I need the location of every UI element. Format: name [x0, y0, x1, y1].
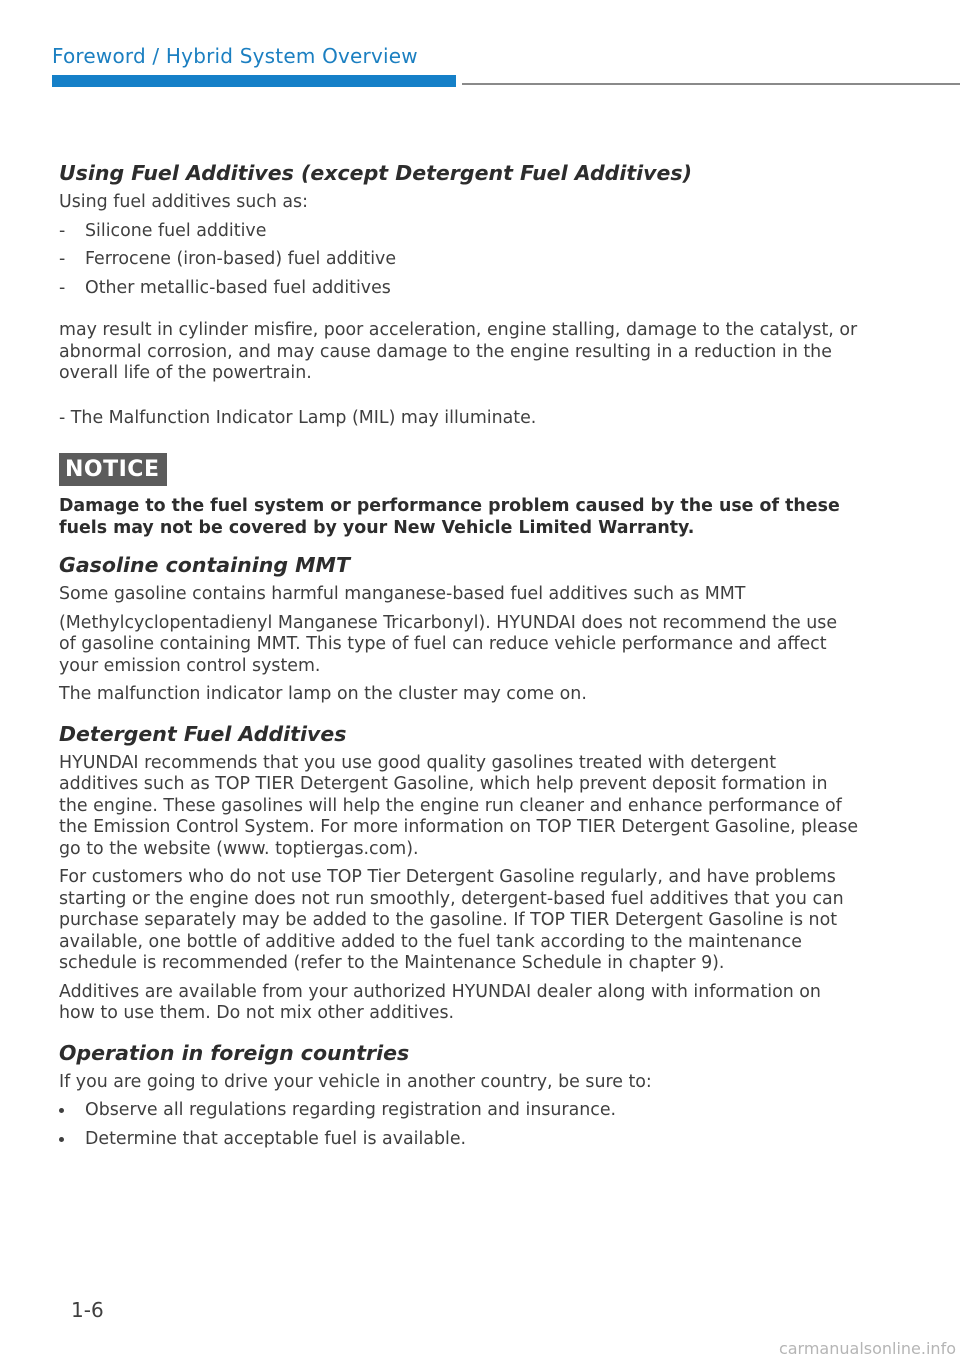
detergent-paragraph-3: Additives are available from your authorized HYUNDAI dealer along with information on how to use them. Do not mix other additives.	[59, 981, 821, 1023]
detergent-paragraph-2: For customers who do not use TOP Tier Detergent Gasoline regularly, and have problems starting or the engine does not run smoothly, detergent-based fuel additives that you can purchase separately may be added to the gasoline. If TOP TIER Detergent Gasoline is not available, one bottle of additive added to the fuel tank according to the maintenance schedule is recommended (refer to the Maintenance Schedule in chapter 9).	[59, 867, 844, 973]
fuel-additives-intro: Using fuel additives such as:	[59, 192, 308, 212]
page-content	[59, 160, 859, 1150]
bullet-icon	[59, 1108, 64, 1113]
list-item: - Other metallic-based fuel additives	[59, 277, 391, 298]
list-item: - Silicone fuel additive	[59, 220, 267, 241]
detergent-paragraph-1: HYUNDAI recommends that you use good quality gasolines treated with detergent additives such as TOP TIER Detergent Gasoline, which help prevent deposit formation in the engine. These gasolines will help the engine run cleaner and enhance performance of the Emission Control System. For more information on TOP TIER Detergent Gasoline, please go to the website (www. toptiergas.com).	[59, 752, 859, 859]
notice-text: Damage to the fuel system or performance problem caused by the use of these fuels may not be covered by your New Vehicle Limited Warranty.	[59, 496, 840, 538]
page-header-title: Foreword / Hybrid System Overview	[52, 44, 418, 68]
fuel-additives-result: may result in cylinder misfire, poor acceleration, engine stalling, damage to the catalyst, or abnormal corrosion, and may cause damage to the engine resulting in a reduction in the overall life of the powertrain.	[59, 320, 858, 383]
mmt-paragraph-2: (Methylcyclopentadienyl Manganese Tricarbonyl). HYUNDAI does not recommend the use of gasoline containing MMT. This type of fuel can reduce vehicle performance and affect your emission control system.	[59, 612, 838, 676]
section-heading-mmt: Gasoline containing MMT	[59, 553, 350, 577]
mil-note: - The Malfunction Indicator Lamp (MIL) may illuminate.	[59, 407, 537, 428]
notice-box	[59, 453, 859, 539]
bullet-icon	[59, 1137, 64, 1142]
list-item: Determine that acceptable fuel is available.	[59, 1129, 859, 1151]
foreign-list	[59, 1100, 859, 1150]
mmt-paragraph-1: Some gasoline contains harmful manganese-based fuel additives such as MMT	[59, 584, 746, 604]
list-item: Observe all regulations regarding registration and insurance.	[59, 1100, 859, 1122]
mmt-paragraph-3: The malfunction indicator lamp on the cluster may come on.	[59, 684, 587, 704]
notice-badge: NOTICE	[59, 453, 167, 486]
section-heading-detergent: Detergent Fuel Additives	[59, 721, 347, 746]
foreign-intro: If you are going to drive your vehicle in another country, be sure to:	[59, 1071, 652, 1092]
watermark: carmanualsonline.info	[778, 1339, 956, 1358]
header-accent-rule	[52, 75, 456, 87]
page-number: 1-6	[71, 1298, 104, 1322]
header-divider-rule	[462, 83, 960, 85]
section-heading-foreign: Operation in foreign countries	[59, 1040, 410, 1065]
section-heading-fuel-additives: Using Fuel Additives (except Detergent Fuel Additives)	[59, 161, 693, 185]
list-item: - Ferrocene (iron-based) fuel additive	[59, 249, 397, 269]
fuel-additives-list	[59, 221, 859, 300]
